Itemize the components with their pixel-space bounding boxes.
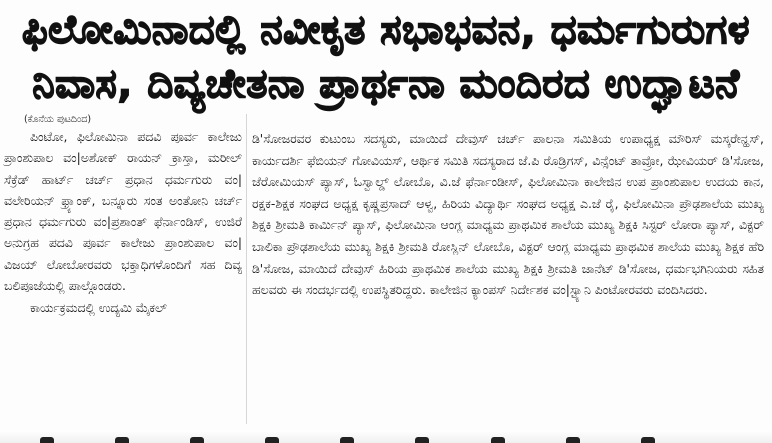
glyph-fragment bbox=[40, 437, 54, 443]
headline-line-1: ಫಿಲೋಮಿನಾದಲ್ಲಿ ನವೀಕೃತ ಸಭಾಭವನ, ಧರ್ಮಗುರುಗಳ bbox=[22, 7, 750, 53]
left-column bbox=[4, 114, 242, 424]
continued-from-label: (ಕೊನೆಯ ಪುಟದಿಂದ) bbox=[24, 114, 92, 125]
left-paragraph-1: ಪಿಂಟೋ, ಫಿಲೋಮಿನಾ ಪದವಿ ಪೂರ್ವ ಕಾಲೇಜು ಪ್ರಾಂಶುಪಾಲ ವಂ|ಅಶೋಕ್ ರಾಯನ್ ಕ್ರಾಸ್ತಾ, ಮರೀಲ್ ಸೆಕ್ರೆಡ್ ಹಾರ್ಟ್ ಚರ್ಚ್ ಪ್ರಧಾನ ಧರ್ಮಗುರು ವಂ|ವಲೇರಿಯನ್ ಫ್ರ್ಯಾಂಕ್, ಬನ್ನೂರು ಸಂತ ಅಂತೋನಿ ಚರ್ಚ್ ಪ್ರಧಾನ ಧರ್ಮಗುರು ವಂ|ಪ್ರಶಾಂತ್ ಫೆರ್ನಾಂಡಿಸ್, ಉಜಿರೆ ಅನುಗ್ರಹ ಪದವಿ ಪೂರ್ವ ಕಾಲೇಜು ಪ್ರಾಂಶುಪಾಲ ವಂ|ವಿಜಯ್ ಲೋಬೋರವರು ಭಕ್ತಾಧಿಗಳೊಂದಿಗೆ ಸಹ ದಿವ್ಯ ಬಲಿಪೂಜೆಯಲ್ಲಿ ಪಾಲ್ಗೊಂಡರು. bbox=[4, 129, 242, 294]
glyph-fragment bbox=[491, 437, 505, 443]
glyph-fragment bbox=[115, 437, 129, 443]
glyph-fragment bbox=[265, 437, 279, 443]
column-divider bbox=[246, 114, 247, 424]
next-headline-fragment bbox=[40, 432, 740, 443]
right-paragraph: ಡಿ'ಸೋಜರವರ ಕುಟುಂಬ ಸದಸ್ಯರು, ಮಾಯಿದೆ ದೇವುಸ್ ಚರ್ಚ್ ಪಾಲನಾ ಸಮಿತಿಯ ಉಪಾಧ್ಯಕ್ಷ ಮೌರಿಸ್ ಮಸ್ಕರೇನ್ಹಸ್, ಕಾರ್ಯದರ್ಶಿ ಫೆಬಿಯನ್ ಗೋವಿಯಸ್, ಆರ್ಥಿಕ ಸಮಿತಿ ಸದಸ್ಯರಾದ ಜೆ.ಪಿ ರೊಡ್ರಿಗಸ್, ವಿನ್ಸೆಂಟ್ ತಾವ್ರೋ, ಝೇವಿಯರ್ ಡಿ'ಸೋಜ, ಜೆರೋಮಿಯಸ್ ಪ್ಯಾಸ್, ಓಸ್ವಾಲ್ಡ್ ಲೋಬೊ, ವಿ.ಜೆ ಫೆರ್ನಾಂಡೀಸ್, ಫಿಲೋಮಿನಾ ಕಾಲೇಜಿನ ಉಪ ಪ್ರಾಂಶುಪಾಲ ಉದಯ ಕಾನ, ರಕ್ಷಕ-ಶಿಕ್ಷಕ ಸಂಘದ ಅಧ್ಯಕ್ಷ ಕೃಷ್ಣಪ್ರಸಾದ್ ಆಳ್ವ, ಹಿರಿಯ ವಿದ್ಯಾರ್ಥಿ ಸಂಘದ ಅಧ್ಯಕ್ಷ ಎ.ಜೆ ರೈ, ಫಿಲೋಮಿನಾ ಪ್ರೌಢಶಾಲೆಯ ಮುಖ್ಯ ಶಿಕ್ಷಕಿ ಶ್ರೀಮತಿ ಕಾರ್ಮಿನ್ ಪ್ಯಾಸ್, ಫಿಲೋಮಿನಾ ಆಂಗ್ಲ ಮಾಧ್ಯಮ ಪ್ರಾಥಮಿಕ ಶಾಲೆಯ ಮುಖ್ಯ ಶಿಕ್ಷಕಿ ಸಿಸ್ಟರ್ ಲೋರಾ ಪ್ಯಾಸ್, ವಿಕ್ಟರ್ ಬಾಲಿಕಾ ಪ್ರೌಢಶಾಲೆಯ ಮುಖ್ಯ ಶಿಕ್ಷಕಿ ಶ್ರೀಮತಿ ರೋಸ್ಲಿನ್ ಲೋಬೊ, ವಿಕ್ಟರ್ ಆಂಗ್ಲ ಮಾಧ್ಯಮ ಪ್ರಾಥಮಿಕ ಶಾಲೆಯ ಮುಖ್ಯ ಶಿಕ್ಷಕ ಹೆರಿ ಡಿ'ಸೋಜ, ಮಾಯಿದೆ ದೇವುಸ್ ಹಿರಿಯ ಪ್ರಾಥಮಿಕ ಶಾಲೆಯ ಮುಖ್ಯ ಶಿಕ್ಷಕಿ ಶ್ರೀಮತಿ ಜಾನೆಟ್ ಡಿ'ಸೋಜ, ಧರ್ಮಭಗಿನಿಯರು ಸಹಿತ ಹಲವರು ಈ ಸಂದರ್ಭದಲ್ಲಿ ಉಪಸ್ಥಿತರಿದ್ದರು. ಕಾಲೇಜಿನ ಕ್ಯಾಂಪಸ್ ನಿರ್ದೇಶಕ ವಂ|ಸ್ಟ್ಯಾನಿ ಪಿಂಟೋರವರು ವಂದಿಸಿದರು. bbox=[252, 131, 764, 298]
glyph-fragment bbox=[340, 437, 354, 443]
glyph-fragment bbox=[190, 437, 204, 443]
right-column bbox=[252, 128, 764, 428]
left-paragraph-2: ಕಾರ್ಯಕ್ರಮದಲ್ಲಿ ಉದ್ಯಮಿ ಮೈಕಲ್ bbox=[30, 300, 167, 316]
glyph-fragment bbox=[415, 437, 429, 443]
headline-line-2: ನಿವಾಸ, ದಿವ್ಯಚೇತನಾ ಪ್ರಾರ್ಥನಾ ಮಂದಿರದ ಉದ್ಘಾಟನೆ bbox=[32, 61, 740, 107]
glyph-fragment bbox=[566, 437, 580, 443]
glyph-fragment bbox=[641, 437, 655, 443]
